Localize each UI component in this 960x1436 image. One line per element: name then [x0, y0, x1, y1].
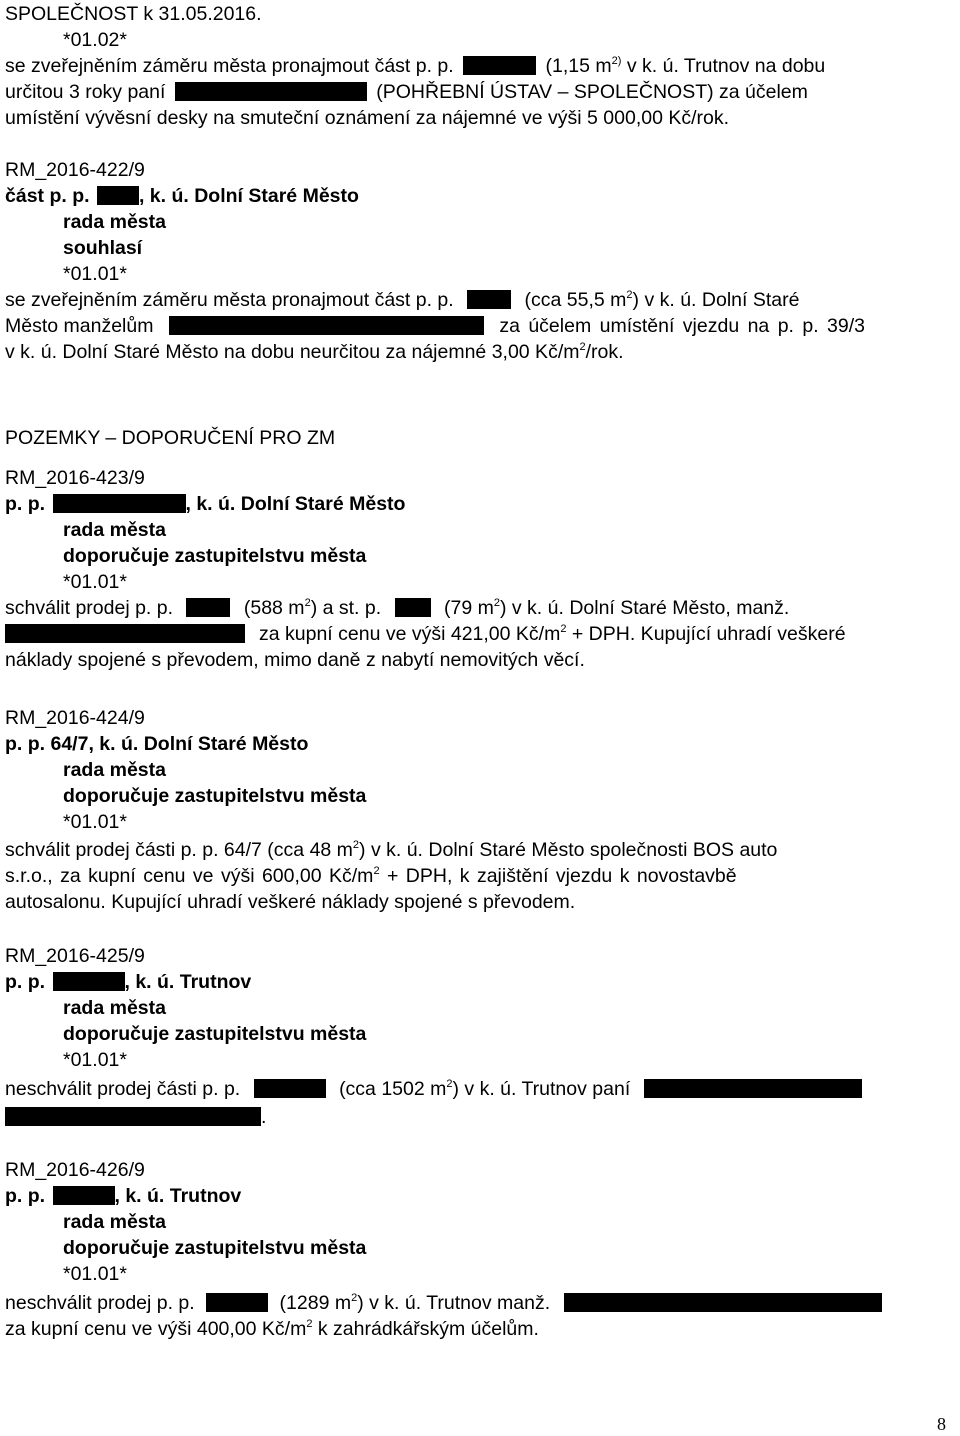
text: ) v k. ú. Dolní Staré Město společnosti BOS auto: [359, 839, 778, 861]
text: v k. ú. Trutnov na dobu: [621, 55, 826, 77]
text: část p. p.: [5, 185, 90, 207]
text: p. p.: [5, 493, 46, 515]
text: , k. ú. Trutnov: [114, 1185, 242, 1207]
resolution-heading: [5, 491, 955, 517]
resolution-code: *01.01*: [63, 263, 127, 285]
redaction-bar: [644, 1079, 862, 1098]
text: (1,15 m: [545, 55, 612, 77]
decision: doporučuje zastupitelstvu města: [63, 785, 367, 807]
superscript: 2: [351, 1292, 358, 1304]
text: + DPH, k zajištění vjezdu k novostavbě: [379, 865, 737, 887]
text-line: SPOLEČNOST k 31.05.2016.: [5, 3, 262, 25]
text-line: [5, 313, 955, 339]
redaction-bar: [463, 56, 536, 75]
resolution-code: *01.01*: [63, 1263, 127, 1285]
text: s.r.o., za kupní cenu ve výši 600,00 Kč/m: [5, 865, 374, 887]
text: se zveřejněním záměru města pronajmout část p. p.: [5, 55, 454, 77]
text-line: umístění vývěsní desky na smuteční oznámení za nájemné ve výši 5 000,00 Kč/rok.: [5, 107, 730, 129]
redaction-bar: [53, 1186, 115, 1205]
superscript: 2: [373, 865, 380, 877]
text: určitou 3 roky paní: [5, 81, 166, 103]
text: ) v k. ú. Trutnov paní: [452, 1078, 631, 1100]
text: p. p.: [5, 971, 46, 993]
text: .: [261, 1106, 267, 1128]
text: (cca 1502 m: [339, 1078, 447, 1100]
text: (cca 55,5 m: [524, 289, 627, 311]
resolution-heading: p. p. 64/7, k. ú. Dolní Staré Město: [5, 733, 309, 755]
text-line: autosalonu. Kupující uhradí veškeré náklady spojené s převodem.: [5, 891, 576, 913]
text-line: [5, 1290, 955, 1316]
superscript: 2: [493, 597, 500, 609]
resolution-code: *01.01*: [63, 571, 127, 593]
body-name: rada města: [63, 211, 166, 233]
text-line: náklady spojené s převodem, mimo daně z nabytí nemovitých věcí.: [5, 649, 585, 671]
text: , k. ú. Trutnov: [124, 971, 252, 993]
section-heading: POZEMKY – DOPORUČENÍ PRO ZM: [5, 427, 336, 449]
decision: doporučuje zastupitelstvu města: [63, 1023, 367, 1045]
text: ) v k. ú. Dolní Staré Město, manž.: [499, 597, 790, 619]
resolution-heading: [5, 183, 955, 209]
decision: doporučuje zastupitelstvu města: [63, 545, 367, 567]
text: (79 m: [443, 597, 494, 619]
superscript: 2: [352, 839, 360, 851]
text-line: [5, 621, 955, 647]
resolution-id: RM_2016-426/9: [5, 1159, 145, 1181]
redaction-bar: [97, 186, 139, 205]
page-number: 8: [937, 1414, 946, 1434]
superscript: 2): [611, 55, 622, 67]
redaction-bar: [169, 316, 484, 335]
text: za kupní cenu ve výši 421,00 Kč/m: [259, 623, 561, 645]
body-name: rada města: [63, 519, 166, 541]
superscript: 2: [560, 623, 567, 635]
resolution-id: RM_2016-423/9: [5, 467, 145, 489]
superscript: 2: [626, 289, 633, 301]
text-line: [5, 53, 955, 79]
resolution-id: RM_2016-424/9: [5, 707, 145, 729]
redaction-bar: [175, 82, 367, 101]
text: se zveřejněním záměru města pronajmout část p. p.: [5, 289, 454, 311]
resolution-heading: [5, 969, 955, 995]
superscript: 2: [304, 597, 311, 609]
text: schválit prodej p. p.: [5, 597, 174, 619]
text-line: [5, 863, 955, 889]
body-name: rada města: [63, 1211, 166, 1233]
text: (1289 m: [279, 1292, 352, 1314]
redaction-bar: [186, 598, 230, 617]
text: ) a st. p.: [310, 597, 382, 619]
text-line: [5, 1316, 955, 1342]
superscript: 2: [579, 341, 586, 353]
resolution-code: *01.01*: [63, 811, 127, 833]
text-line: [5, 79, 955, 105]
decision: souhlasí: [63, 237, 143, 259]
redaction-bar: [5, 1107, 261, 1126]
text: Město manželům: [5, 315, 154, 337]
decision: doporučuje zastupitelstvu města: [63, 1237, 367, 1259]
superscript: 2: [446, 1078, 453, 1090]
redaction-bar: [5, 624, 245, 643]
text: ) v k. ú. Dolní Staré: [632, 289, 800, 311]
text: (588 m: [243, 597, 305, 619]
text: schválit prodej části p. p. 64/7 (cca 48 m: [5, 839, 353, 861]
text: za účelem umístění vjezdu na p. p. 39/3: [499, 315, 866, 337]
redaction-bar: [564, 1293, 882, 1312]
text-line: [5, 1076, 955, 1102]
redaction-bar: [53, 494, 186, 513]
body-name: rada města: [63, 759, 166, 781]
text-line: [5, 1104, 955, 1130]
redaction-bar: [395, 598, 431, 617]
text: /rok.: [585, 341, 624, 363]
redaction-bar: [254, 1079, 326, 1098]
redaction-bar: [53, 972, 125, 991]
text-line: [5, 595, 955, 621]
text: neschválit prodej p. p.: [5, 1292, 195, 1314]
text: ) v k. ú. Trutnov manž.: [357, 1292, 551, 1314]
text-line: [5, 837, 955, 863]
resolution-id: RM_2016-425/9: [5, 945, 145, 967]
resolution-heading: [5, 1183, 955, 1209]
resolution-code: *01.02*: [63, 29, 127, 51]
text: za kupní cenu ve výši 400,00 Kč/m: [5, 1318, 307, 1340]
text: + DPH. Kupující uhradí veškeré: [566, 623, 846, 645]
body-name: rada města: [63, 997, 166, 1019]
text: k zahrádkářským účelům.: [312, 1318, 539, 1340]
superscript: 2: [306, 1318, 313, 1330]
text: p. p.: [5, 1185, 46, 1207]
text: (POHŘEBNÍ ÚSTAV – SPOLEČNOST) za účelem: [376, 81, 808, 103]
redaction-bar: [467, 290, 511, 309]
text: v k. ú. Dolní Staré Město na dobu neurčitou za nájemné 3,00 Kč/m: [5, 341, 580, 363]
text-line: [5, 287, 955, 313]
resolution-id: RM_2016-422/9: [5, 159, 145, 181]
redaction-bar: [206, 1293, 268, 1312]
text: , k. ú. Dolní Staré Město: [185, 493, 406, 515]
text: , k. ú. Dolní Staré Město: [138, 185, 359, 207]
resolution-code: *01.01*: [63, 1049, 127, 1071]
text-line: [5, 339, 955, 365]
text: neschválit prodej části p. p.: [5, 1078, 241, 1100]
